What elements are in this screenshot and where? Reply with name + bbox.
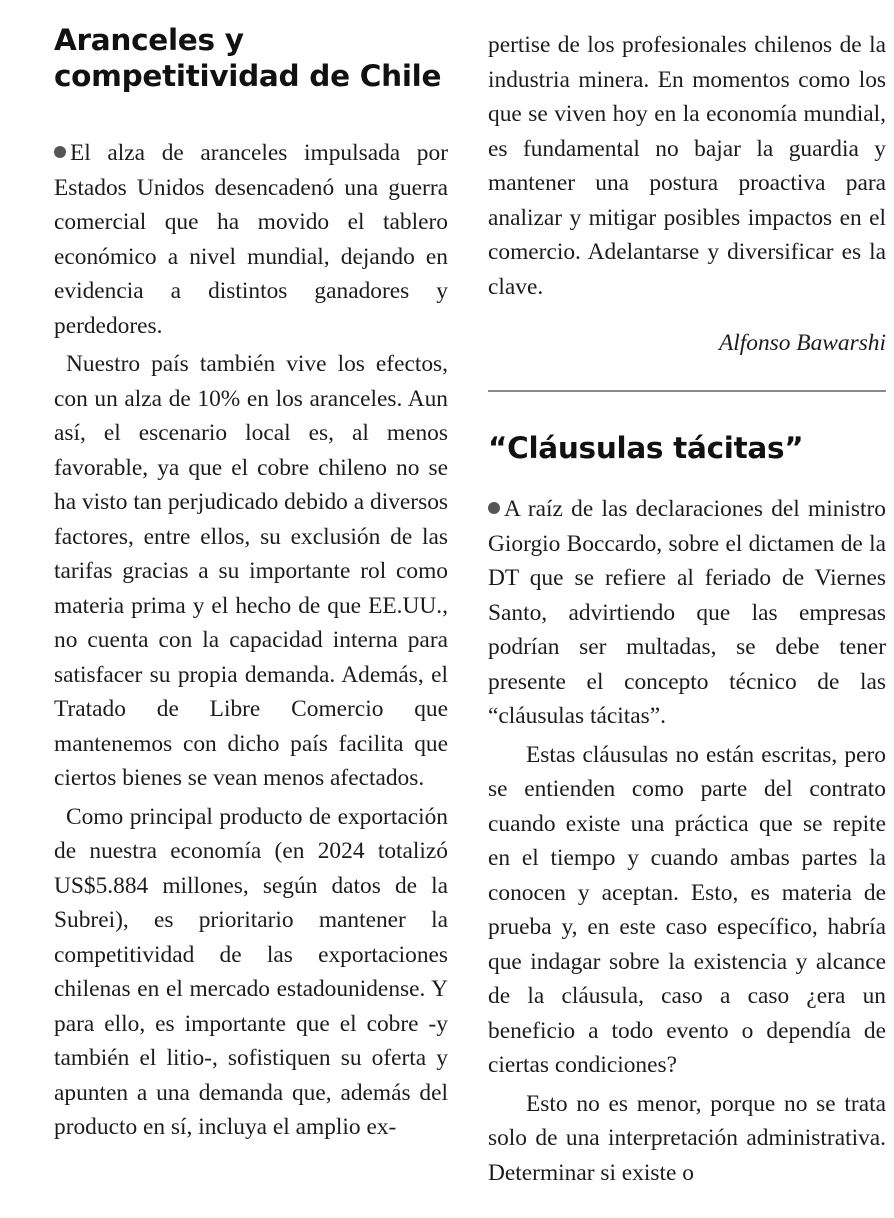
article-paragraph-3: Como principal producto de exportación de nuestra economía (en 2024 totalizó US$5.884 millones, según datos de la Subrei), es prioritario mantener la competitividad de las exportaciones chilenas en el mercado estadounidense. Y para ello, es importante que el cobre -y también el litio-, sofistiquen su oferta y apunten a una demanda que, además del producto en sí, incluya el amplio ex- <box>54 803 448 1140</box>
article-paragraph-3: Esto no es menor, porque no se trata solo de una interpretación administrativa. Determinar si existe o <box>488 1090 886 1186</box>
left-column <box>0 0 462 1145</box>
bullet-icon <box>488 502 500 514</box>
paragraph-text: El alza de aranceles impulsada por Estados Unidos desencadenó una guerra comercial que ha movido el tablero económico a nivel mundial, dejando en evidencia a distintos ganadores y perdedores. <box>54 140 448 339</box>
bullet-icon <box>54 146 66 158</box>
article-paragraph-1 <box>54 136 448 343</box>
article-continuation <box>488 28 886 304</box>
article-title: Aranceles y competitividad de Chile <box>54 23 442 93</box>
paragraph-text: A raíz de las declaraciones del ministro Giorgio Boccardo, sobre el dictamen de la DT que se refiere al feriado de Viernes Santo, advirtiendo que las empresas podrían ser multadas, se debe tener presente el concepto técnico de las “cláusulas tácitas”. <box>488 496 886 729</box>
article-title: “Cláusulas tácitas” <box>488 431 804 465</box>
right-column-content <box>462 0 894 1190</box>
author-signature: Alfonso Bawarshi <box>718 330 886 356</box>
article-paragraph-2: Nuestro país también vive los efectos, con un alza de 10% en los aranceles. Aun así, el escenario local es, al menos favorable, ya que el cobre chileno no se ha visto tan perjudicado debido a diversos factores, entre ellos, su exclusión de las tarifas gracias a su importante rol como materia prima y el hecho de que EE.UU., no cuenta con la capacidad interna para satisfacer su propia demanda. Además, el Tratado de Libre Comercio que mantenemos con dicho país facilita que ciertos bienes se vean menos afectados. <box>54 351 448 791</box>
article-paragraph-1 <box>488 492 886 734</box>
article-paragraph-2: Estas cláusulas no están escritas, pero se entienden como parte del contrato cuando existe una práctica que se repite en el tiempo y cuando ambas partes la conocen y aceptan. Esto, es materia de prueba y, en este caso específico, habría que indagar sobre la existencia y alcance de la cláusula, caso a caso ¿era un beneficio a todo evento o dependía de ciertas condiciones? <box>488 741 886 1078</box>
continuation-text: pertise de los profesionales chilenos de la industria minera. En momentos como los que se viven hoy en la economía mundial, es fundamental no bajar la guardia y mantener una postura proactiva para analizar y mitigar posibles impactos en el comercio. Adelantarse y diversificar es la clave. <box>488 32 886 300</box>
